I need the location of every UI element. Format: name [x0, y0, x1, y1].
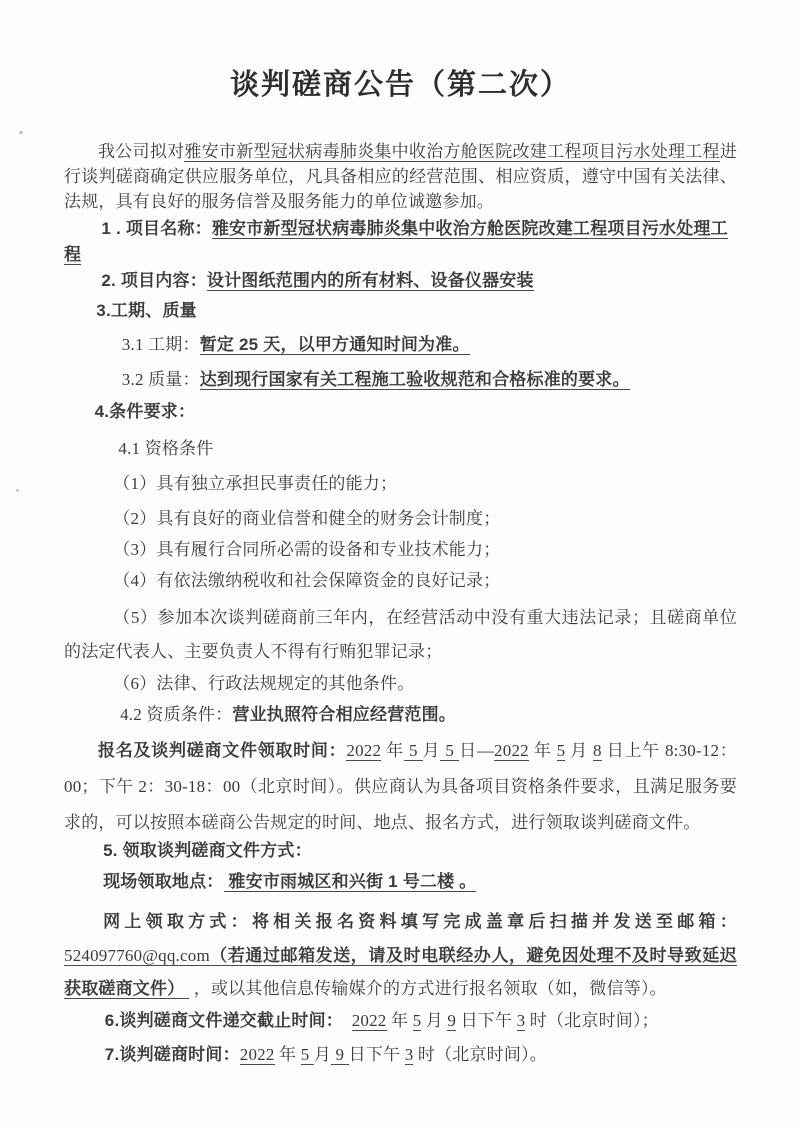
pickup-time-paragraph [64, 733, 737, 841]
text-segment: 日下午 [348, 1044, 405, 1064]
condition-item-3 [64, 537, 737, 563]
text-segment: 4.2 资质条件： [120, 705, 233, 725]
duration-line [64, 331, 737, 359]
text-segment: 报名及谈判磋商文件领取时间： [98, 741, 347, 761]
text-segment: 设计图纸范围内的所有材料、设备仪器安装 [206, 271, 534, 291]
text-segment: 达到现行国家有关工程施工验收规范和合格标准的要求。 [199, 370, 630, 390]
text-segment: 5. 领取谈判磋商文件方式： [103, 841, 312, 861]
qualification-cert-line [64, 701, 737, 729]
text-segment: 年 [274, 1044, 301, 1064]
text-segment: （2）具有良好的商业信誉和健全的财务会计制度； [113, 509, 501, 529]
text-segment: 5 [412, 1010, 422, 1030]
text-segment: 暂定 25 天，以甲方通知时间为准。 [199, 335, 470, 355]
text-segment: （3）具有履行合同所必需的设备和专业技术能力； [113, 540, 501, 560]
text-segment: 8 [593, 741, 602, 761]
text-segment: 5 [440, 741, 460, 761]
condition-item-1 [64, 471, 737, 497]
condition-item-4 [64, 568, 737, 594]
text-segment: ，或以其他信息传输媒介的方式进行报名领取（如，微信等）。 [189, 979, 667, 999]
condition-item-5 [64, 601, 737, 669]
section-5-heading [64, 838, 737, 864]
text-segment: 日— [459, 741, 495, 761]
text-segment: 2022 [239, 1044, 275, 1064]
text-segment: 月 [421, 1010, 448, 1030]
text-segment: 3 [516, 1010, 526, 1030]
text-segment: 2022 [494, 741, 529, 761]
text-segment: （4）有依法缴纳税收和社会保障资金的良好记录； [113, 571, 501, 591]
text-segment: 3 [404, 1044, 414, 1064]
text-segment: 2022 [346, 741, 382, 761]
text-segment: （5）参加本次谈判磋商前三年内，在经营活动中没有重大违法记录；且磋商单位的法定代表人、主要负责人不得有行贿犯罪记录； [64, 608, 737, 662]
text-segment: 524097760@qq.com [64, 945, 210, 965]
text-segment: 时（北京时间）； [525, 1010, 659, 1030]
text-segment: 日下午 [456, 1010, 517, 1030]
page-title: 谈判磋商公告（第二次） [229, 69, 571, 101]
text-segment: 1 . 项目名称： [101, 219, 212, 239]
text-segment: 年 [381, 741, 404, 761]
text-segment: 进行谈判磋商确定供应服务单位，凡具备相应的经营范围、相应资质，遵守中国有关法律、法规，具有良好的服务信誉及服务能力的单位诚邀参加。 [64, 142, 738, 211]
text-segment: 5 [556, 741, 566, 761]
text-segment: 9 [447, 1010, 457, 1030]
text-segment: 3.2 质量： [121, 370, 200, 390]
text-segment: 3.1 工期： [121, 335, 200, 355]
online-pickup-paragraph [64, 905, 737, 1006]
text-segment [334, 1011, 351, 1030]
deadline-line [64, 1007, 737, 1035]
onsite-pickup-line [64, 869, 737, 895]
text-segment: 4.条件要求： [94, 402, 196, 422]
text-segment: 6.谈判磋商文件递交截止时间： [104, 1010, 335, 1030]
project-content-line [64, 268, 737, 294]
section-4-heading [64, 399, 737, 425]
text-segment: 月 [565, 741, 594, 761]
intro-paragraph [64, 140, 737, 214]
text-segment: 时（北京时间）。 [413, 1044, 547, 1064]
scan-speck [19, 131, 23, 134]
text-segment: （1）具有独立承担民事责任的能力； [113, 474, 398, 494]
text-segment: 雅安市新型冠状病毒肺炎集中收治方舱医院改建工程项目污水处理工程 [64, 219, 728, 265]
text-segment: 我公司拟对 [98, 142, 185, 161]
text-segment: 年 [386, 1010, 413, 1030]
text-segment: 5 [300, 1044, 314, 1064]
text-segment: （若通过邮箱发送，请及时电联经办人，避免因处理不及时导致延迟获取磋商文件） [64, 945, 737, 999]
text-segment: 营业执照符合相应经营范围。 [232, 705, 457, 725]
text-segment: 9 [331, 1044, 349, 1064]
text-segment: 日上午 8:30-12：00；下午 2：30-18：00（北京时间）。供应商认为具备项目资格条件要求，且满足服务要求的，可以按照本磋商公告规定的时间、地点、报名方式，进行领取谈判磋商文件。 [64, 741, 737, 833]
text-segment: 年 [528, 741, 557, 761]
text-segment: 雅安市雨城区和兴街 1 号二楼 。 [223, 872, 477, 892]
text-segment: 月 [422, 741, 441, 761]
text-segment: 2022 [351, 1010, 387, 1030]
qualification-heading [64, 436, 737, 462]
text-segment: 4.1 资格条件 [118, 439, 214, 459]
text-segment: 将相关报名资料填写完成盖章后扫描并发送至邮箱： [251, 912, 737, 932]
condition-item-6 [64, 671, 737, 697]
text-segment: 月 [313, 1044, 332, 1064]
section-3-heading [64, 298, 737, 324]
scan-speck [16, 489, 19, 492]
quality-line [64, 366, 737, 394]
text-segment: 网上领取方式： [103, 912, 252, 932]
negotiation-time-line [64, 1041, 737, 1069]
text-segment: 5 [403, 741, 423, 761]
text-segment: 2. 项目内容： [101, 271, 207, 291]
text-segment: 雅安市新型冠状病毒肺炎集中收治方舱医院改建工程项目污水处理工程 [184, 142, 720, 161]
project-name-line [64, 216, 737, 268]
text-segment: （6）法律、行政法规规定的其他条件。 [113, 674, 415, 694]
text-segment: 现场领取地点： [103, 872, 224, 892]
condition-item-2 [64, 506, 737, 532]
text-segment: 3.工期、质量 [96, 301, 197, 321]
text-segment: 7.谈判磋商时间： [104, 1044, 240, 1064]
